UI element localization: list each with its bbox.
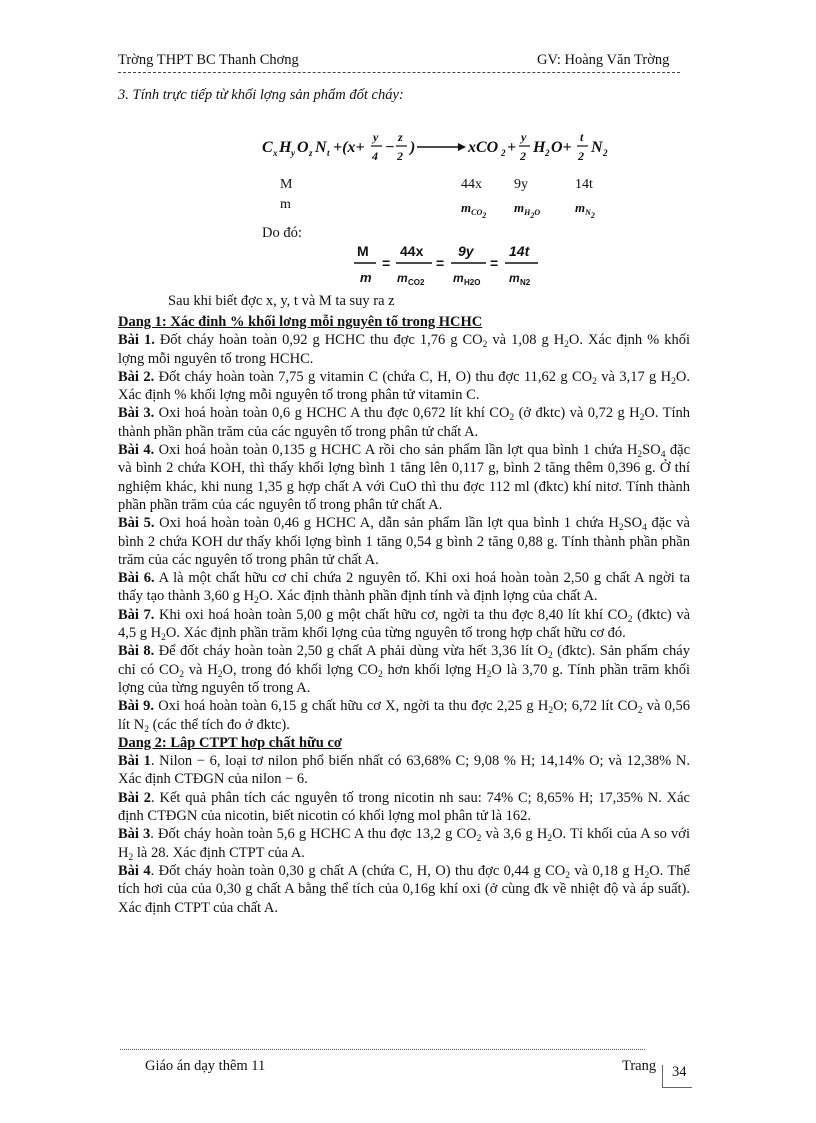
mass-row-M: M xyxy=(280,177,293,192)
svg-text:xCO: xCO xyxy=(468,139,499,156)
mass-row-14t: 14t xyxy=(575,177,593,192)
exercise-1: Bài 1. Đốt cháy hoàn toàn 0,92 g HCHC thu đợc 1,76 g $CO_2$ và 1,08 g $H_2O$. Xác định % khối lợng mỗi nguyên tố trong HCHC. xyxy=(118,332,690,367)
exercise-2: Bài 2. Đốt cháy hoàn toàn 7,75 g vitamin C (chứa C, H, O) thu đợc 11,62 g $CO_2$ và 3,17 g $H_2O$. Xác định % khối lợng mỗi nguyên tố trong phân tử vitamin C. xyxy=(118,368,691,404)
svg-text:M: M xyxy=(357,243,369,259)
svg-text:N: N xyxy=(591,139,603,156)
exercise-body xyxy=(118,313,690,917)
mass-row-9y: 9y xyxy=(514,177,528,192)
svg-text:O: O xyxy=(297,139,309,156)
mass-h2o: $m_{H_2O}$ xyxy=(514,200,541,220)
header-divider xyxy=(118,72,680,73)
exercise-label: Bài 1 xyxy=(118,753,151,770)
svg-text:N: N xyxy=(315,139,327,156)
exercise-4: Bài 4. Oxi hoá hoàn toàn 0,135 g HCHC A rồi cho sản phẩm lần lợt qua bình 1 chứa $H_2SO_4$ đặc và bình 2 chứa KOH, thì thấy khối lợng bình 1 tăng lên 0,117 g, bình 2 tăng thêm 0,396 g. Ở thí nghiệm khác, khi nung 1,35 g hợp chất A với CuO thì thu đợc 112 ml (đktc) khí nitơ. Tính thành phần phần trăm của các nguyên tố trong phân tử chất A. xyxy=(118,442,691,513)
exercise-label: Bài 2 xyxy=(118,789,152,806)
exercise-label: Bài 4 xyxy=(118,862,151,879)
svg-text:2: 2 xyxy=(545,148,550,158)
exercise-label: Bài 2. xyxy=(118,368,155,385)
exercise-5: Bài 5. Oxi hoá hoàn toàn 0,46 g HCHC A, dẫn sản phẩm lần lợt qua bình 1 chứa $H_2SO_4$ đặc và bình 2 chứa KOH dư thấy khối lợng bình 1 tăng 0,54 g bình 2 tăng 0,88 g. Tính thành phần phần trăm của các nguyên tố trong phân tử chất A. xyxy=(118,515,690,568)
svg-text:2: 2 xyxy=(520,149,526,163)
header-teacher: GV: Hoàng Văn Trờng xyxy=(537,52,670,68)
exercise-label: Bài 8. xyxy=(118,643,155,660)
svg-text:t: t xyxy=(327,148,330,158)
svg-text:+: + xyxy=(507,139,517,156)
svg-text:C: C xyxy=(262,139,273,156)
exercise-2-2: Bài 2. Kết quả phân tích các nguyên tố trong nicotin nh sau: 74% C; 8,65% H; 17,35% N. Xác định CTĐGN của nicotin, biết nicotin có khối lợng mol phân tử là 162. xyxy=(118,789,690,825)
dang-2-title: Dang 2: Lâp CTPT hơp chất hữu cơ xyxy=(118,734,342,751)
exercise-9: Bài 9. Oxi hoá hoàn toàn 6,15 g chất hữu cơ X, ngời ta thu đợc 2,25 g $H_2O$; 6,72 lít $CO_2$ và 0,56 lít $N_2$ (các thể tích đo ở đktc). xyxy=(118,698,690,735)
footer-divider xyxy=(120,1049,645,1050)
svg-text:−: − xyxy=(385,139,395,156)
svg-text:y: y xyxy=(373,130,379,144)
svg-text:z: z xyxy=(398,130,403,144)
svg-text:m: m xyxy=(397,271,408,285)
exercise-label: Bài 1. xyxy=(118,332,155,349)
svg-text:): ) xyxy=(410,139,416,156)
exercise-7: Bài 7. Khi oxi hoá hoàn toàn 5,00 g một chất hữu cơ, ngời ta thu đợc 8,40 lít khí $CO_2$ (đktc) và 4,5 g $H_2O$. Xác định phần trăm khối lợng của từng nguyên tố trong hợp chất hữu cơ đó. xyxy=(118,606,691,644)
svg-text:9y: 9y xyxy=(458,243,474,259)
mass-row-44x: 44x xyxy=(461,177,482,192)
exercise-8: Bài 8. Để đốt cháy hoàn toàn 2,50 g chất A phải dùng vừa hết 3,36 lít $O_2$ (đktc). Sản phẩm cháy chỉ có $CO_2$ và $H_2O$, trong đó khối lợng $CO_2$ hơn khối lợng $H_2O$ là 3,70 g. Tính phần trăm khối lợng của từng nguyên tố trong A. xyxy=(118,643,691,696)
svg-text:m: m xyxy=(509,271,520,285)
svg-text:2: 2 xyxy=(578,149,584,163)
exercise-label: Bài 4. xyxy=(118,442,155,459)
mass-co2: $m_{CO_2}$ xyxy=(461,200,487,220)
svg-text:2: 2 xyxy=(501,148,506,158)
svg-text:2: 2 xyxy=(397,149,403,163)
svg-text:y: y xyxy=(521,130,527,144)
exercise-6: Bài 6. A là một chất hữu cơ chỉ chứa 2 nguyên tố. Khi oxi hoá hoàn toàn 2,50 g chất A ngời ta thấy tạo thành 3,60 g $H_2O$. Xác định thành phần định tính và định lợng của chất A. xyxy=(118,570,691,607)
exercise-label: Bài 3. xyxy=(118,405,155,422)
footer-page-number: 34 xyxy=(672,1064,687,1080)
after-text: Sau khi biết đợc x, y, t và M ta suy ra z xyxy=(168,293,395,309)
exercise-3: Bài 3. Oxi hoá hoàn toàn 0,6 g HCHC A thu đợc 0,672 lít khí $CO_2$ (ở đktc) và 0,72 g $H_2O$. Tính thành phần phần trăm của các nguyên tố trong phân tử chất A. xyxy=(118,405,690,440)
exercise-label: Bài 6. xyxy=(118,570,155,587)
svg-text:H: H xyxy=(279,139,292,156)
svg-text:N2: N2 xyxy=(520,278,531,287)
svg-text:O+: O+ xyxy=(551,139,572,156)
svg-text:14t: 14t xyxy=(509,243,530,259)
svg-text:H2O: H2O xyxy=(464,278,481,287)
svg-text:t: t xyxy=(580,130,584,144)
mass-ratio-equation xyxy=(352,238,542,294)
combustion-equation xyxy=(262,122,622,172)
section-3-title: 3. Tính trực tiếp từ khối lợng sản phẩm đốt cháy: xyxy=(118,87,404,103)
mass-row-m: m xyxy=(280,197,291,212)
svg-text:H: H xyxy=(533,139,546,156)
exercise-2-4: Bài 4. Đốt cháy hoàn toàn 0,30 g chất A (chứa C, H, O) thu đợc 0,44 g $CO_2$ và 0,18 g $H_2O$. Thể tích hơi của của 0,30 g chất A bằng thể tích của 0,16g khí oxi (ở cùng đk về nhiệt độ và áp suất). Xác định CTPT của chất A. xyxy=(118,862,690,916)
svg-text:=: = xyxy=(490,255,499,271)
footer-title: Giáo án dạy thêm 11 xyxy=(145,1058,266,1074)
svg-text:2: 2 xyxy=(603,148,608,158)
svg-text:m: m xyxy=(360,270,372,285)
exercise-label: Bài 9. xyxy=(118,698,155,715)
svg-text:m: m xyxy=(453,271,464,285)
svg-text:+(x+: +(x+ xyxy=(333,139,365,156)
svg-text:44x: 44x xyxy=(400,243,424,259)
svg-text:4: 4 xyxy=(372,149,378,163)
header-school: Trờng THPT BC Thanh Chơng xyxy=(118,52,299,68)
exercise-label: Bài 3 xyxy=(118,826,151,843)
footer-page-label: Trang xyxy=(622,1058,657,1074)
exercise-label: Bài 5. xyxy=(118,515,155,532)
footer-page-underline xyxy=(662,1087,692,1088)
footer-page-bracket xyxy=(662,1065,663,1087)
therefore-label: Do đó: xyxy=(262,225,302,241)
svg-text:=: = xyxy=(436,255,445,271)
svg-text:CO2: CO2 xyxy=(408,278,425,287)
exercise-label: Bài 7. xyxy=(118,606,155,623)
svg-text:x: x xyxy=(273,148,278,158)
dang-1-title: Dang 1: Xác đinh % khối lơng mỗi nguyên tố trong HCHC xyxy=(118,314,483,330)
mass-n2: $m_{N_2}$ xyxy=(575,200,595,220)
exercise-2-3: Bài 3. Đốt cháy hoàn toàn 5,6 g HCHC A thu đợc 13,2 g $CO_2$ và 3,6 g $H_2O$. Tỉ khối của A so với $H_2$ là 28. Xác định CTPT của A. xyxy=(118,826,690,863)
svg-text:y: y xyxy=(291,148,295,158)
exercise-2-1: Bài 1. Nilon − 6, loại tơ nilon phổ biến nhất có 63,68% C; 9,08 % H; 14,14% O; và 12,38% N. Xác định CTĐGN của nilon − 6. xyxy=(118,753,690,788)
svg-text:=: = xyxy=(382,255,391,271)
svg-text:z: z xyxy=(309,148,313,158)
